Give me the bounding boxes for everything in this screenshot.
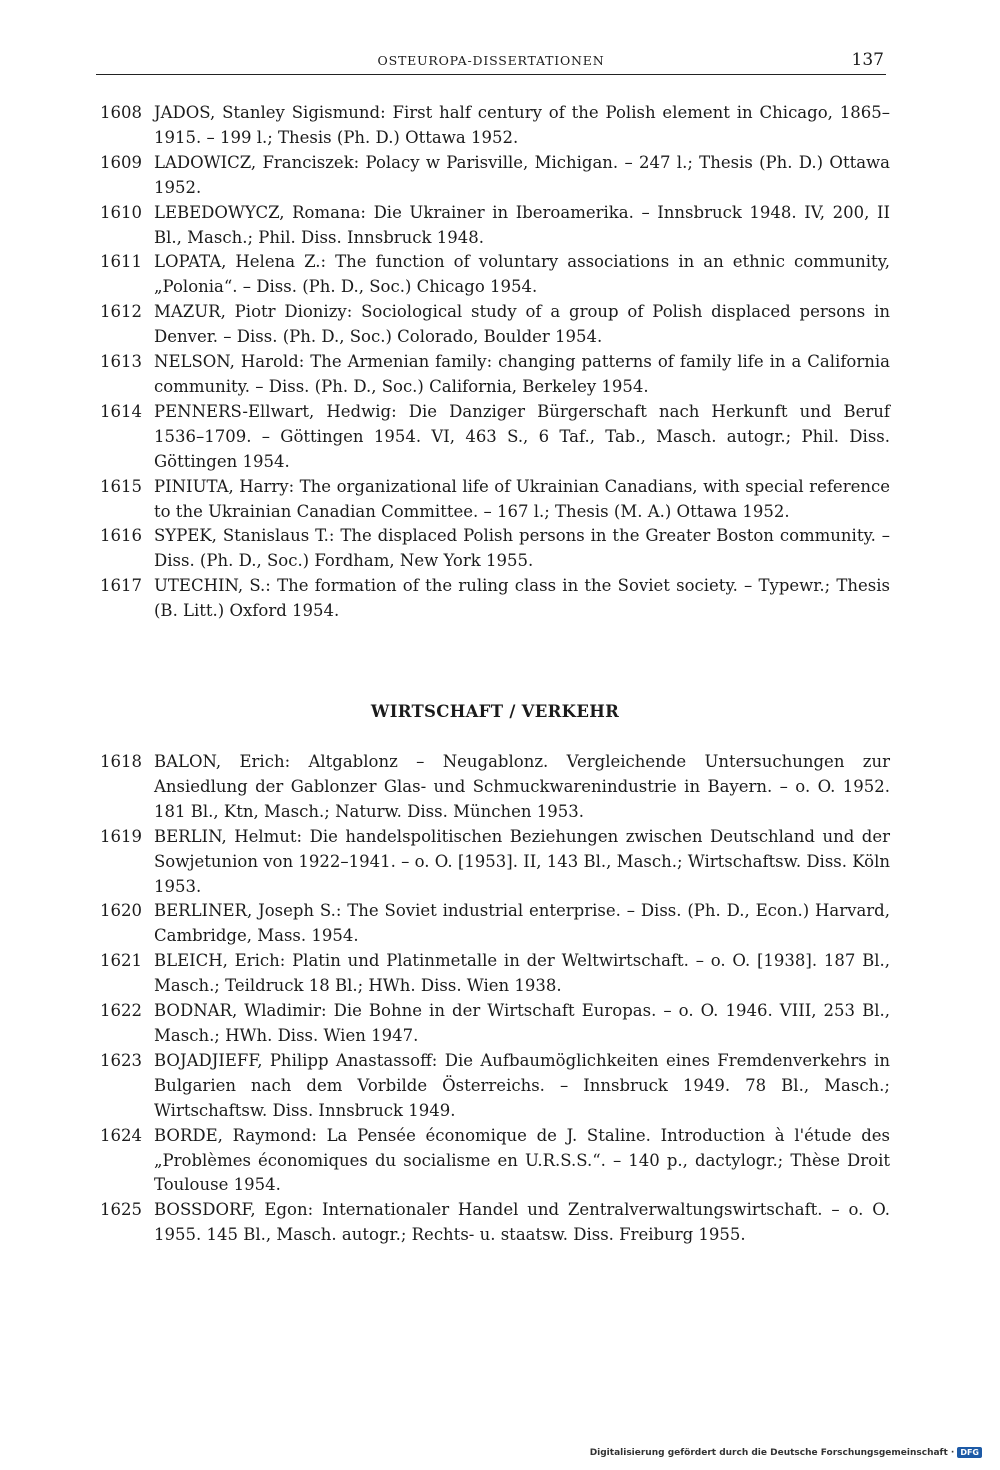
entry <box>100 999 890 1049</box>
entry-list-part1 <box>100 101 890 624</box>
entry <box>100 151 890 201</box>
entry <box>100 574 890 624</box>
entry <box>100 750 890 825</box>
entry-text: BODNAR, Wladimir: Die Bohne in der Wirtschaft Europas. – o. O. 1946. VIII, 253 Bl., Masch.; HWh. Diss. Wien 1947. <box>154 1001 890 1045</box>
entry-text: BERLIN, Helmut: Die handelspolitischen Beziehungen zwischen Deutschland und der Sowjetunion von 1922–1941. – o. O. [1953]. II, 143 Bl., Masch.; Wirtschaftsw. Diss. Köln 1953. <box>154 826 890 896</box>
entry-text: BLEICH, Erich: Platin und Platinmetalle in der Weltwirtschaft. – o. O. [1938]. 187 Bl., Masch.; Teildruck 18 Bl.; HWh. Diss. Wien 1938. <box>154 951 890 996</box>
entry-number: 1613 <box>100 352 142 372</box>
entry <box>100 201 890 251</box>
entry-text: MAZUR, Piotr Dionizy: Sociological study of a group of Polish displaced persons in Denver. – Diss. (Ph. D., Soc.) Colorado, Boulder 1954. <box>154 302 890 347</box>
entry-number: 1615 <box>100 476 142 496</box>
funding-footer <box>590 1447 982 1458</box>
entry <box>100 949 890 999</box>
entry <box>100 400 890 475</box>
entry-text: BALON, Erich: Altgablonz – Neugablonz. Vergleichende Untersuchungen zur Ansiedlung der Gablonzer Glas- und Schmuckwarenindustrie in Bayern. – o. O. 1952. 181 Bl., Ktn, Masch.; Naturw. Diss. München 1953. <box>154 752 890 821</box>
entry-text: JADOS, Stanley Sigismund: First half century of the Polish element in Chicago, 1865–1915. – 199 l.; Thesis (Ph. D.) Ottawa 1952. <box>154 103 890 147</box>
entry-text: LEBEDOWYCZ, Romana: Die Ukrainer in Iberoamerika. – Innsbruck 1948. IV, 200, II Bl., Masch.; Phil. Diss. Innsbruck 1948. <box>154 202 890 247</box>
entry-list-part2 <box>100 750 890 1248</box>
entry-number: 1621 <box>100 951 142 971</box>
entry <box>100 1049 890 1124</box>
entry-number: 1620 <box>100 901 142 921</box>
entry <box>100 899 890 949</box>
page-header <box>96 50 886 75</box>
entry-number: 1612 <box>100 302 142 322</box>
entry <box>100 300 890 350</box>
entry <box>100 350 890 400</box>
entry-number: 1609 <box>100 152 142 172</box>
entry-number: 1610 <box>100 202 142 222</box>
page-number: 137 <box>851 50 884 70</box>
entry-text: LOPATA, Helena Z.: The function of voluntary associations in an ethnic community, „Polonia“. – Diss. (Ph. D., Soc.) Chicago 1954. <box>154 252 890 297</box>
entry-number: 1623 <box>100 1050 142 1070</box>
entry <box>100 1124 890 1199</box>
entry <box>100 250 890 300</box>
entry-number: 1619 <box>100 826 142 846</box>
entry-number: 1617 <box>100 576 142 596</box>
entry-number: 1611 <box>100 252 142 272</box>
funding-note: Digitalisierung gefördert durch die Deutsche Forschungsgemeinschaft · <box>589 1447 955 1458</box>
entry-number: 1614 <box>100 401 142 421</box>
entry <box>100 101 890 151</box>
entry-number: 1624 <box>100 1125 142 1145</box>
dfg-logo-icon: DFG <box>957 1447 982 1458</box>
entry <box>100 475 890 525</box>
entry-text: PENNERS-Ellwart, Hedwig: Die Danziger Bürgerschaft nach Herkunft und Beruf 1536–1709. – Göttingen 1954. VI, 463 S., 6 Taf., Tab., Masch. autogr.; Phil. Diss. Göttingen 1954. <box>154 401 890 471</box>
running-title: OSTEUROPA-DISSERTATIONEN <box>377 53 605 68</box>
entry-number: 1625 <box>100 1200 142 1220</box>
entry <box>100 524 890 574</box>
entry-text: BERLINER, Joseph S.: The Soviet industrial enterprise. – Diss. (Ph. D., Econ.) Harvard, Cambridge, Mass. 1954. <box>154 901 890 946</box>
entry-text: BOJADJIEFF, Philipp Anastassoff: Die Aufbaumöglichkeiten eines Fremdenverkehrs in Bulgarien nach dem Vorbilde Österreichs. – Innsbruck 1949. 78 Bl., Masch.; Wirtschaftsw. Diss. Innsbruck 1949. <box>154 1050 890 1120</box>
entry <box>100 825 890 900</box>
entry-text: BORDE, Raymond: La Pensée économique de J. Staline. Introduction à l'étude des „Problèmes économiques du socialisme en U.R.S.S.“. – 140 p., dactylogr.; Thèse Droit Toulouse 1954. <box>154 1125 890 1195</box>
entry-number: 1616 <box>100 526 142 546</box>
entry-number: 1618 <box>100 752 142 771</box>
entry-text: NELSON, Harold: The Armenian family: changing patterns of family life in a California community. – Diss. (Ph. D., Soc.) California, Berkeley 1954. <box>154 352 890 396</box>
entry-text: PINIUTA, Harry: The organizational life of Ukrainian Canadians, with special reference to the Ukrainian Canadian Committee. – 167 l.; Thesis (M. A.) Ottawa 1952. <box>154 476 890 521</box>
entry <box>100 1198 890 1248</box>
entry-number: 1608 <box>100 103 142 122</box>
entry-text: UTECHIN, S.: The formation of the ruling class in the Soviet society. – Typewr.; Thesis (B. Litt.) Oxford 1954. <box>154 576 890 621</box>
entry-number: 1622 <box>100 1001 142 1021</box>
section-heading: WIRTSCHAFT / VERKEHR <box>370 702 620 721</box>
entry-text: BOSSDORF, Egon: Internationaler Handel und Zentralverwaltungswirtschaft. – o. O. 1955. 145 Bl., Masch. autogr.; Rechts- u. staatsw. Diss. Freiburg 1955. <box>154 1200 890 1245</box>
entry-text: LADOWICZ, Franciszek: Polacy w Parisville, Michigan. – 247 l.; Thesis (Ph. D.) Ottawa 1952. <box>154 152 890 197</box>
entry-text: SYPEK, Stanislaus T.: The displaced Polish persons in the Greater Boston community. – Diss. (Ph. D., Soc.) Fordham, New York 1955. <box>154 526 890 571</box>
